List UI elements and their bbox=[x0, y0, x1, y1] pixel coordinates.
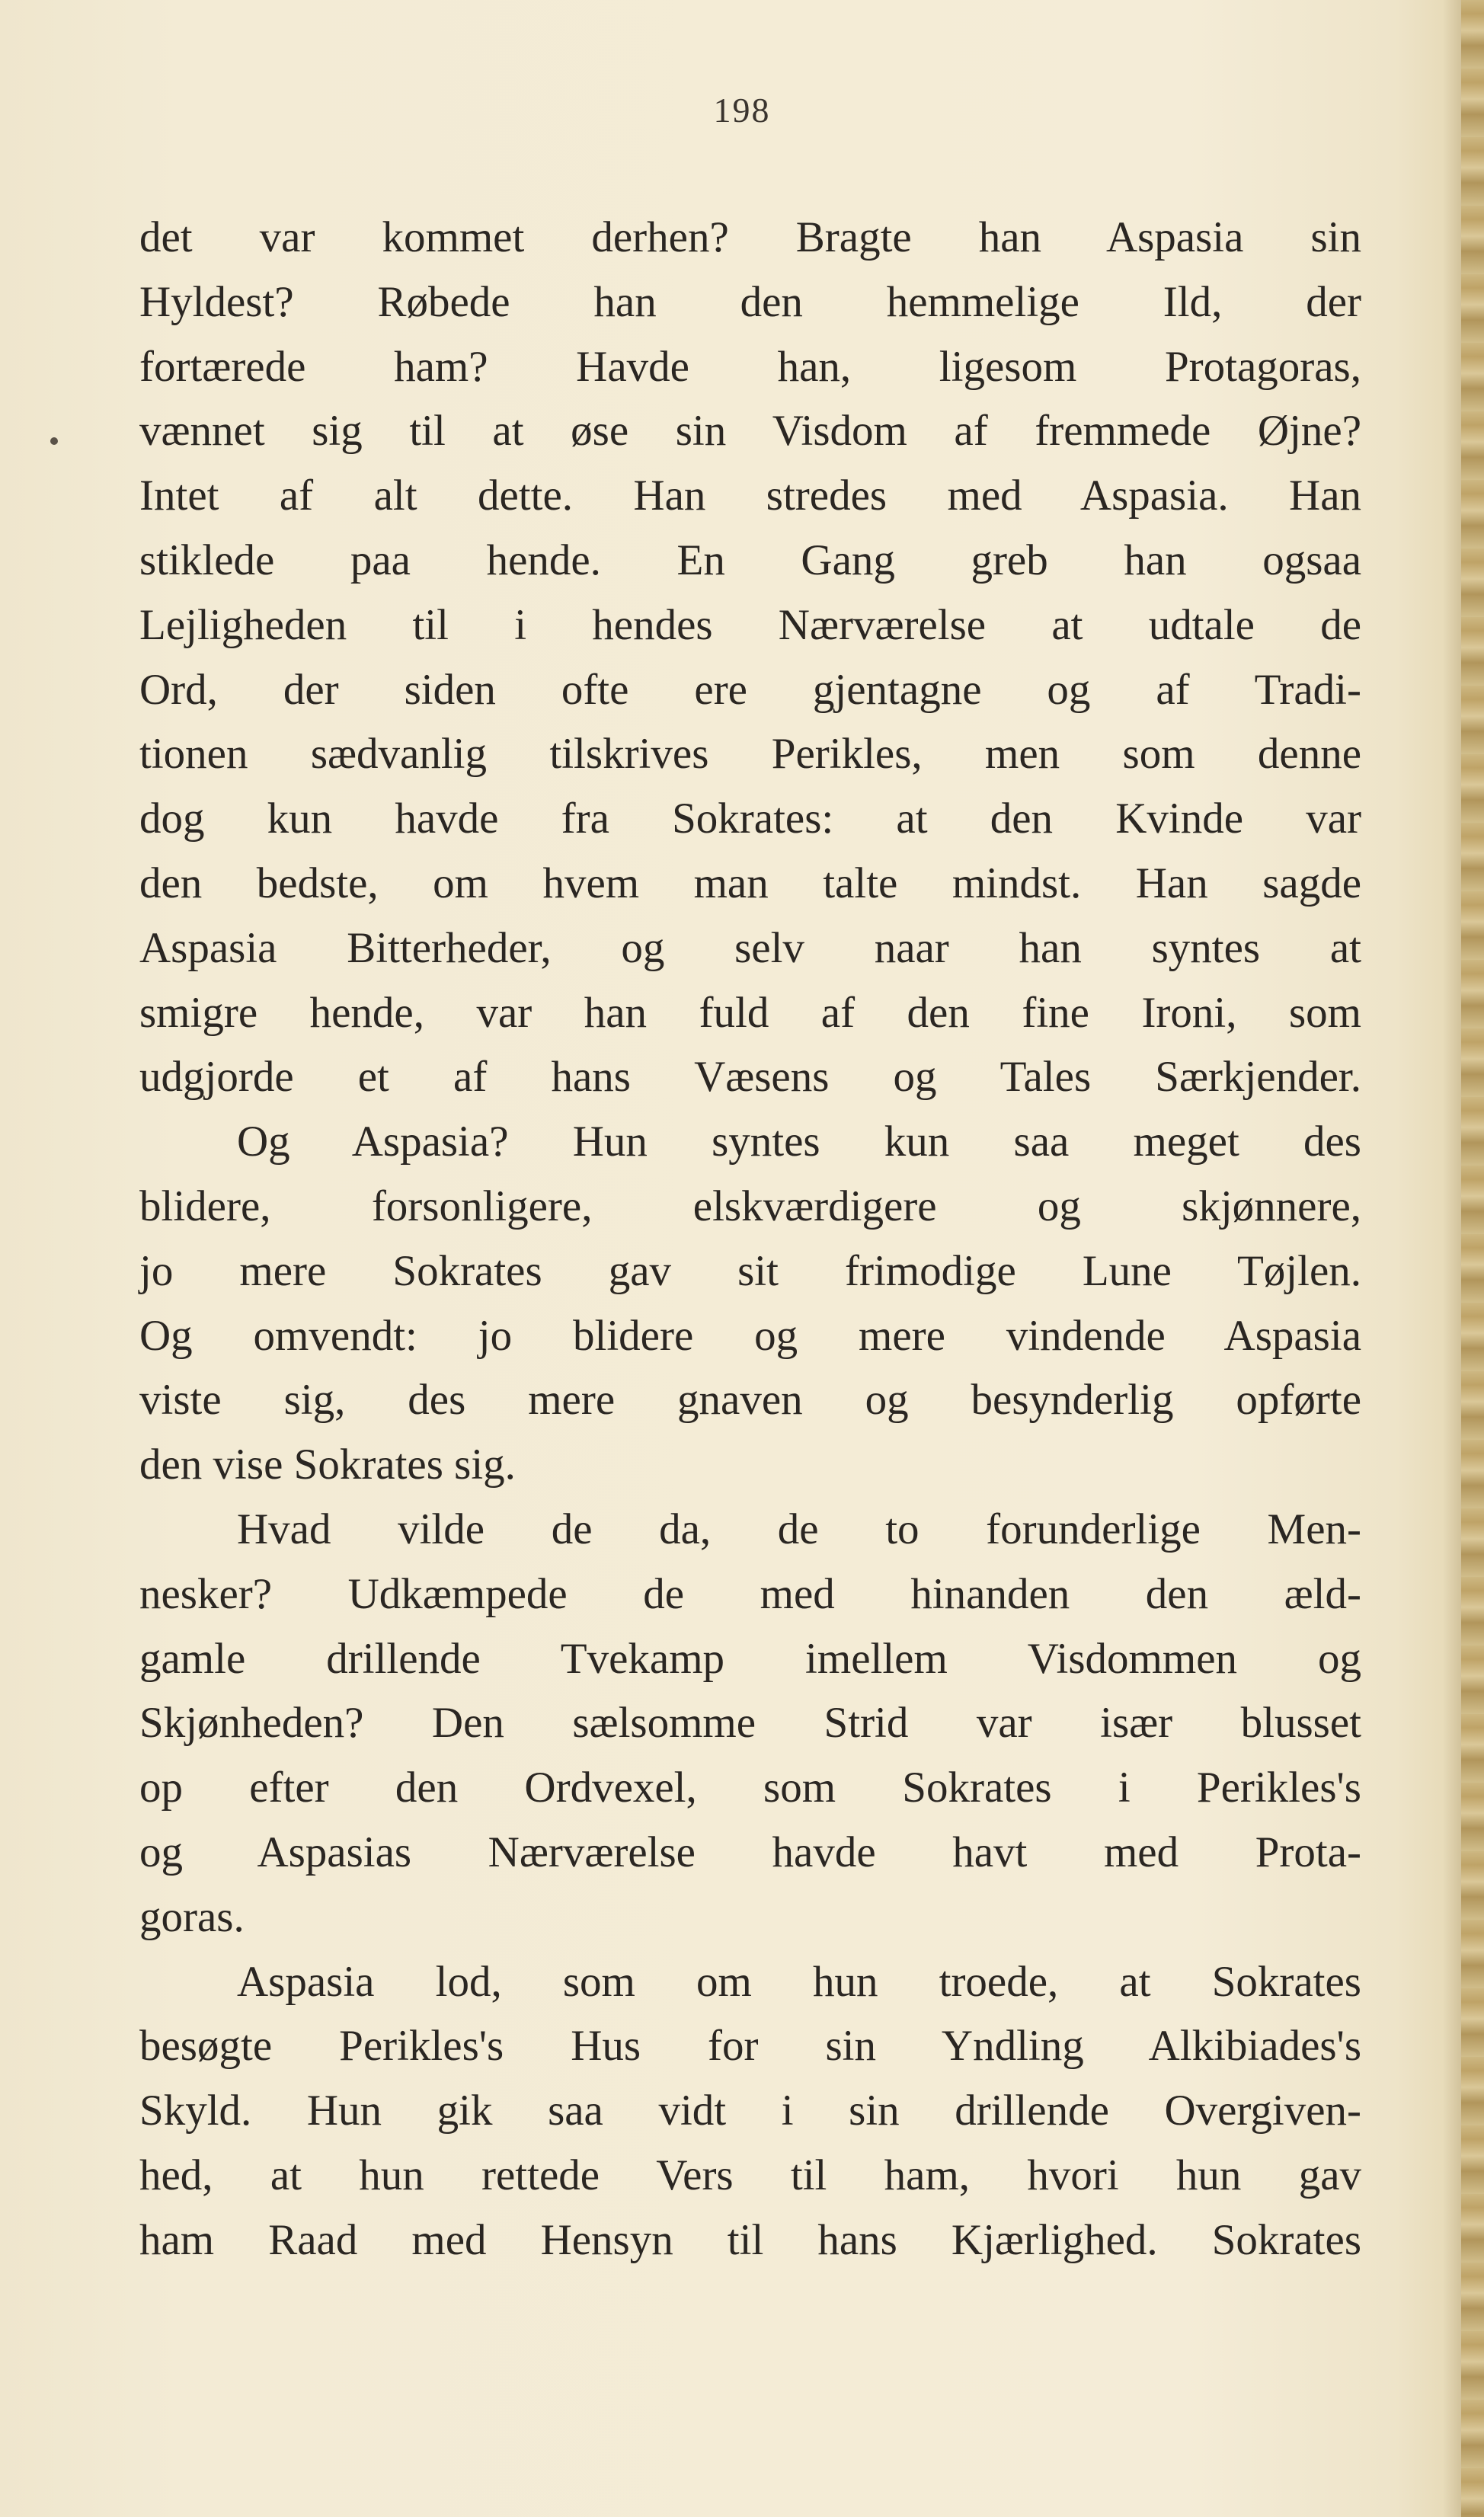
text-line: nesker? Udkæmpede de med hinanden den æld- bbox=[139, 1569, 1361, 1618]
text-line: Lejligheden til i hendes Nærværelse at udtale de bbox=[139, 600, 1361, 649]
text-line: jo mere Sokrates gav sit frimodige Lune Tøjlen. bbox=[139, 1246, 1361, 1295]
text-line: ham Raad med Hensyn til hans Kjærlighed. Sokrates bbox=[139, 2215, 1361, 2264]
text-line: Intet af alt dette. Han stredes med Aspasia. Han bbox=[139, 472, 1361, 520]
text-line: Aspasia Bitterheder, og selv naar han syntes at bbox=[139, 923, 1361, 972]
text-line: Hvad vilde de da, de to forunderlige Men- bbox=[237, 1505, 1361, 1553]
text-line: fortærede ham? Havde han, ligesom Protagoras, bbox=[139, 342, 1361, 391]
text-line: viste sig, des mere gnaven og besynderlig opførte bbox=[139, 1376, 1361, 1425]
text-line: Og Aspasia? Hun syntes kun saa meget des bbox=[237, 1118, 1361, 1166]
text-line: tionen sædvanlig tilskrives Perikles, men som denne bbox=[139, 730, 1361, 779]
text-line: dog kun havde fra Sokrates: at den Kvinde var bbox=[139, 795, 1361, 843]
text-line: den bedste, om hvem man talte mindst. Han sagde bbox=[139, 859, 1361, 907]
text-line: Og omvendt: jo blidere og mere vindende Aspasia bbox=[139, 1311, 1361, 1360]
text-line: Skjønheden? Den sælsomme Strid var især blusset bbox=[139, 1699, 1361, 1748]
text-line: besøgte Perikles's Hus for sin Yndling Alkibiades's bbox=[139, 2022, 1361, 2071]
page-edge-shadow bbox=[1443, 0, 1461, 2517]
text-line: Skyld. Hun gik saa vidt i sin drillende Overgiven- bbox=[139, 2087, 1361, 2135]
page-edge bbox=[1461, 0, 1484, 2517]
text-line: blidere, forsonligere, elskværdigere og skjønnere, bbox=[139, 1182, 1361, 1230]
text-line: den vise Sokrates sig. bbox=[139, 1441, 516, 1489]
text-line: og Aspasias Nærværelse havde havt med Prota- bbox=[139, 1828, 1361, 1876]
text-line: stiklede paa hende. En Gang greb han ogsaa bbox=[139, 536, 1361, 584]
text-line: Ord, der siden ofte ere gjentagne og af Tradi- bbox=[139, 665, 1361, 714]
text-line: udgjorde et af hans Væsens og Tales Særkjender. bbox=[139, 1053, 1361, 1102]
text-line: op efter den Ordvexel, som Sokrates i Perikles's bbox=[139, 1764, 1361, 1812]
text-line: gamle drillende Tvekamp imellem Visdommen og bbox=[139, 1634, 1361, 1683]
page-number: 198 bbox=[713, 91, 771, 130]
text-line: vænnet sig til at øse sin Visdom af fremmede Øjne? bbox=[139, 407, 1361, 456]
text-line: det var kommet derhen? Bragte han Aspasia sin bbox=[139, 213, 1361, 261]
text-line: hed, at hun rettede Vers til ham, hvori hun gav bbox=[139, 2151, 1361, 2199]
text-line: smigre hende, var han fuld af den fine Ironi, som bbox=[139, 988, 1361, 1037]
text-line: Aspasia lod, som om hun troede, at Sokrates bbox=[237, 1957, 1361, 2006]
text-line: Hyldest? Røbede han den hemmelige Ild, der bbox=[139, 277, 1361, 326]
body-text bbox=[139, 206, 1361, 2273]
margin-mark bbox=[50, 437, 58, 445]
text-line: goras. bbox=[139, 1892, 245, 1941]
